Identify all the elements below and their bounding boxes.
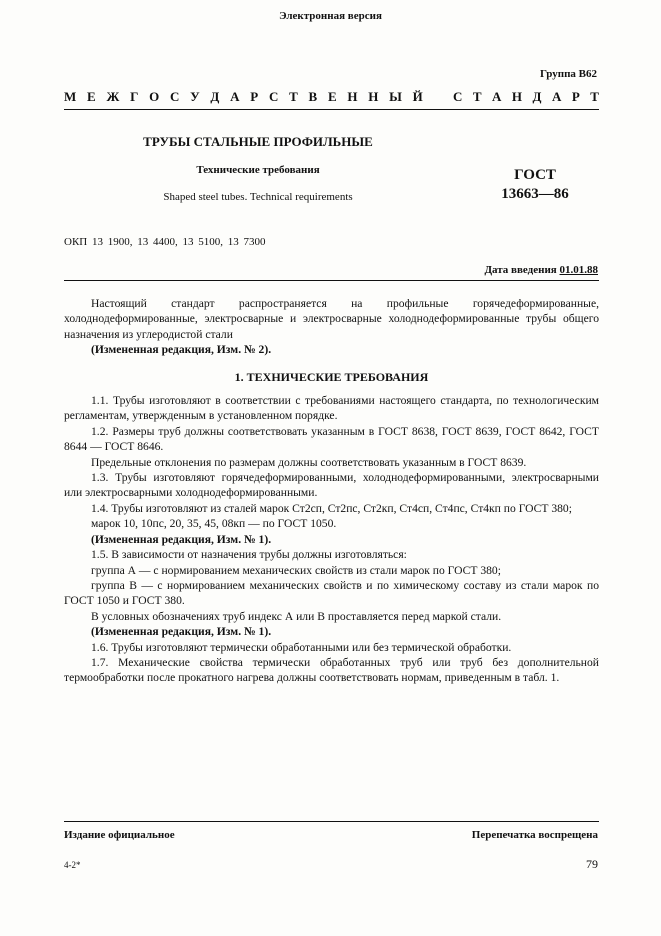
footer-rule <box>64 821 599 822</box>
clause-1-4-grades: марок 10, 10пс, 20, 35, 45, 08кп — по ГОСТ 1050. <box>91 517 337 531</box>
banner-letter: У <box>190 89 200 104</box>
document-subtitle: Технические требования <box>196 164 320 176</box>
group-code: Группа В62 <box>539 68 597 80</box>
clause-1-2: 1.2. Размеры труб должны соответствовать указанным в ГОСТ 8638, ГОСТ 8639, ГОСТ 8642, ГОСТ 8644 — ГОСТ 8646. <box>64 424 599 454</box>
banner-letter: О <box>149 89 160 104</box>
banner-letter: Д <box>532 89 542 104</box>
group-b: группа В — с нормированием механических свойств и по химическому составу из стали марок по ГОСТ 1050 и ГОСТ 380. <box>64 578 599 608</box>
clause-1-7: 1.7. Механические свойства термически обработанных труб или труб без дополнительной термообработки после прокатного нагрева должны соответствовать нормам, приведенным в табл. 1. <box>64 655 599 685</box>
group-a: группа А — с нормированием механических свойств из стали марок по ГОСТ 380; <box>91 563 501 577</box>
date-value: 01.01.88 <box>559 264 598 276</box>
clause-1-1: 1.1. Трубы изготовляют в соответствии с требованиями настоящего стандарта, по технологическим регламентам, утвержденным в установленном порядке. <box>64 394 599 423</box>
date-label: Дата введения <box>484 264 557 276</box>
clause-1-6: 1.6. Трубы изготовляют термически обработанными или без термической обработки. <box>91 640 512 654</box>
banner-letter: Н <box>511 89 523 104</box>
standard-banner <box>64 89 599 105</box>
banner-letter: Ы <box>389 89 402 104</box>
banner-letter: Р <box>571 89 580 104</box>
amendment-note: (Измененная редакция, Изм. № 2). <box>91 343 272 357</box>
gost-number: 13663—86 <box>501 186 569 202</box>
reprint-notice: Перепечатка воспрещена <box>471 829 598 841</box>
header-rule <box>64 109 599 110</box>
banner-letter: С <box>453 89 463 104</box>
banner-letter: С <box>169 89 180 104</box>
print-mark: 4-2* <box>64 860 81 870</box>
clause-1-5-index: В условных обозначениях труб индекс А или В проставляется перед маркой стали. <box>91 609 502 623</box>
banner-letter: М <box>64 89 77 104</box>
banner-letter: Й <box>412 89 423 104</box>
banner-letter: Е <box>87 89 96 104</box>
banner-letter: Т <box>289 89 298 104</box>
clause-1-2-tolerances: Предельные отклонения по размерам должны соответствовать указанным в ГОСТ 8639. <box>91 455 527 469</box>
banner-letter: Ж <box>106 89 120 104</box>
gost-label: ГОСТ <box>514 167 556 183</box>
english-title: Shaped steel tubes. Technical requirements <box>163 191 353 203</box>
banner-letter: Т <box>590 89 599 104</box>
intro-paragraph: Настоящий стандарт распространяется на профильные горячедеформированные, холоднодеформированные, электросварные и электросварные холоднодеформированные трубы общего назначения из углеродистой стали <box>64 297 599 341</box>
clause-1-3: 1.3. Трубы изготовляют горячедеформированными, холоднодеформированными, электросварными или электросварными холоднодеформированными. <box>64 471 599 500</box>
official-edition: Издание официальное <box>64 829 175 841</box>
banner-letter: Д <box>210 89 220 104</box>
banner-letter: Т <box>472 89 482 104</box>
okp-codes: ОКП 13 1900, 13 4400, 13 5100, 13 7300 <box>64 236 266 248</box>
banner-word-2 <box>453 89 599 105</box>
effective-date <box>484 264 598 276</box>
banner-letter: Р <box>250 89 259 104</box>
banner-letter: Н <box>347 89 358 104</box>
section-heading: 1. ТЕХНИЧЕСКИЕ ТРЕБОВАНИЯ <box>234 369 429 384</box>
banner-letter: С <box>268 89 279 104</box>
clause-1-4: 1.4. Трубы изготовляют из сталей марок Ст2сп, Ст2пс, Ст2кп, Ст4сп, Ст4пс, Ст4кп по ГОСТ 380; <box>91 501 572 515</box>
document-body <box>64 296 599 686</box>
gost-designation <box>490 166 580 204</box>
amendment-note: (Измененная редакция, Изм. № 1). <box>91 532 272 546</box>
banner-letter: В <box>308 89 318 104</box>
banner-letter: Н <box>368 89 379 104</box>
banner-letter: А <box>551 89 562 104</box>
banner-letter: Г <box>130 89 139 104</box>
banner-letter: А <box>230 89 240 104</box>
document-title: ТРУБЫ СТАЛЬНЫЕ ПРОФИЛЬНЫЕ <box>143 134 373 149</box>
banner-letter: Е <box>327 89 337 104</box>
page-number: 79 <box>586 857 598 871</box>
electronic-version-label: Электронная версия <box>279 10 382 22</box>
amendment-note: (Измененная редакция, Изм. № 1). <box>91 625 272 639</box>
banner-word-1 <box>64 89 423 105</box>
banner-letter: А <box>492 89 502 104</box>
date-rule <box>64 280 599 281</box>
clause-1-5: 1.5. В зависимости от назначения трубы должны изготовляться: <box>91 548 407 562</box>
